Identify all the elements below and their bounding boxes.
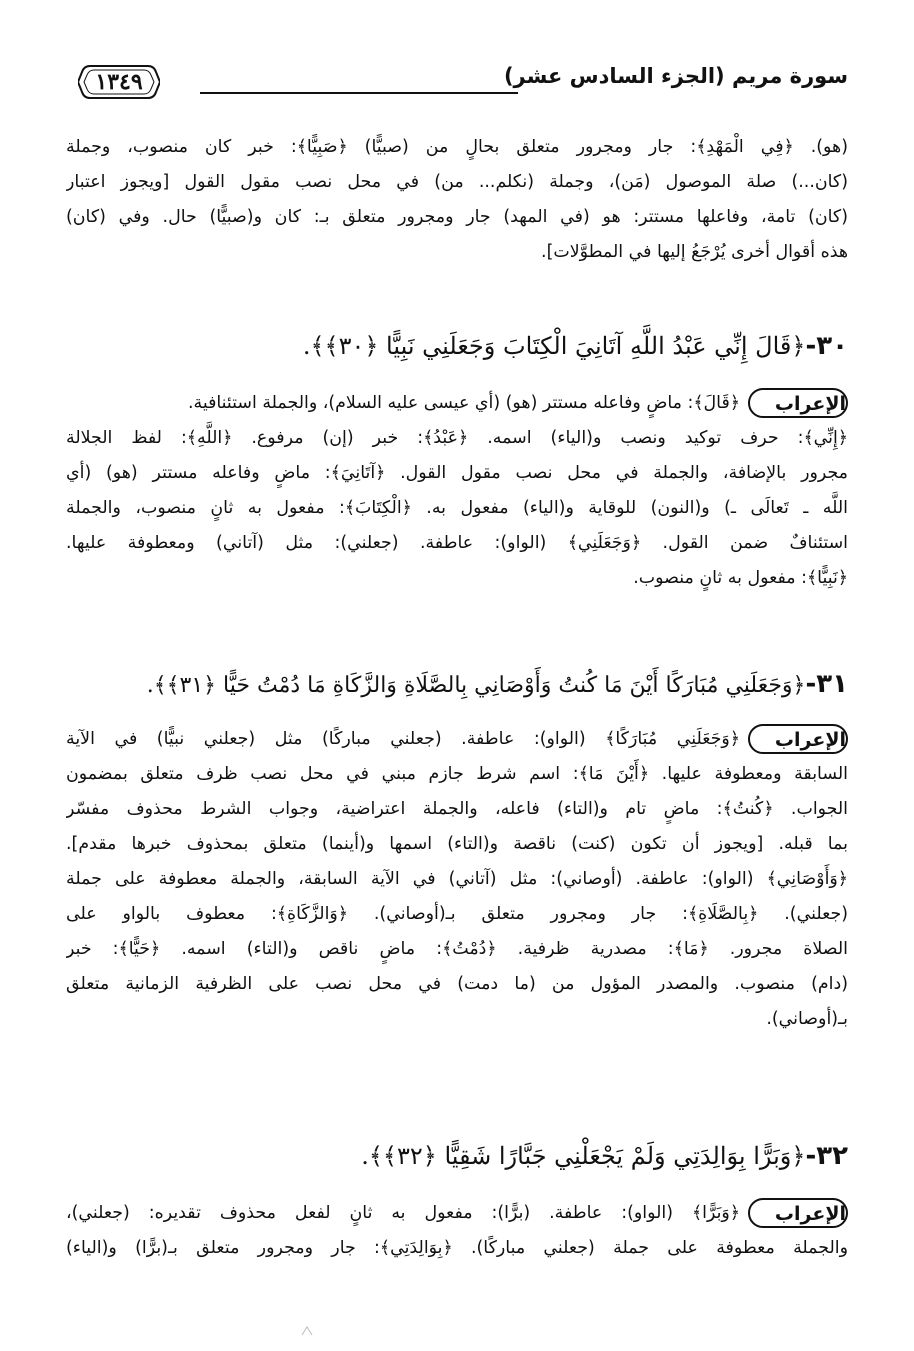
text-line: مجرور بالإضافة، والجملة في محل نصب مقول القول. ﴿آتَانِيَ﴾: ماضٍ وفاعله مستتر (هو) (أي: [66, 463, 848, 483]
text-line: ﴿إِنِّي﴾: حرف توكيد ونصب و(الياء) اسمه. ﴿عَبْدُ﴾: خبر (إن) مرفوع. ﴿اللَّهِ﴾: لفظ الجلالة: [66, 428, 848, 448]
header-rule: [200, 92, 518, 94]
irab-label: الإعراب: [748, 388, 848, 418]
scan-mark-icon: [300, 1325, 314, 1337]
text-line: الصلاة مجرور. ﴿مَا﴾: مصدرية ظرفية. ﴿دُمْتُ﴾: ماضٍ ناقص و(التاء) اسمه. ﴿حَيًّا﴾: خبر: [66, 939, 848, 959]
paragraph-intro: [66, 130, 848, 270]
verse-number: ٣٢-: [805, 1141, 848, 1171]
text-line: الإعراب﴿قَالَ﴾: ماضٍ وفاعله مستتر (هو) (أي عيسى عليه السلام)، والجملة استئنافية.: [66, 386, 848, 421]
text-line: (دام) منصوب. والمصدر المؤول من (ما دمت) في محل نصب على الظرفية الزمانية متعلق: [66, 974, 848, 994]
verse-number: ٣٠-: [805, 331, 848, 361]
text-line: (كان...) صلة الموصول (مَن)، وجملة (نكلم... من) في محل نصب مقول القول [ويجوز اعتبار: [66, 172, 848, 192]
page-number: ١٣٤٩: [78, 62, 160, 102]
irab-label: الإعراب: [748, 1198, 848, 1228]
text-line: ﴿نَبِيًّا﴾: مفعول به ثانٍ منصوب.: [633, 568, 848, 588]
text-line: هذه أقوال أخرى يُرْجَعُ إليها في المطوَّلات].: [541, 242, 848, 262]
text-line: الجواب. ﴿كُنتُ﴾: ماضٍ تام و(التاء) فاعله، والجملة اعتراضية، وجواب الشرط محذوف مفسّر: [66, 799, 848, 819]
verse-32: [66, 1136, 848, 1176]
text-line: (هو). ﴿فِي الْمَهْدِ﴾: جار ومجرور متعلق بحالٍ من (صبيًّا) ﴿صَبِيًّا﴾: خبر كان منصوب، وجملة: [66, 137, 848, 157]
verse-31: [66, 664, 848, 706]
verse-text: ﴿قَالَ إِنِّي عَبْدُ اللَّهِ آتَانِيَ الْكِتَابَ وَجَعَلَنِي نَبِيًّا ﴿٣٠﴾﴾.: [302, 332, 806, 360]
text-line: بـ(أوصاني).: [766, 1009, 848, 1029]
running-title: سورة مريم (الجزء السادس عشر): [503, 64, 848, 88]
text-line: السابقة ومعطوفة عليها. ﴿أَيْنَ مَا﴾: اسم شرط جازم مبني في محل نصب ظرف متعلق بمضمون: [66, 764, 848, 784]
text-line: ﴿وَأَوْصَانِي﴾ (الواو): عاطفة. (أوصاني): مثل (آتاني) في الآية السابقة، والجملة معطوفة على جملة: [66, 869, 848, 889]
text-line: (جعلني). ﴿بِالصَّلَاةِ﴾: جار ومجرور متعلق بـ(أوصاني). ﴿وَالزَّكَاةِ﴾: معطوف بالواو على: [66, 904, 848, 924]
text-line: والجملة معطوفة على جملة (جعلني مباركًا). ﴿بِوَالِدَتِي﴾: جار ومجرور متعلق بـ(برًّا) و(الياء): [66, 1238, 848, 1258]
paragraph-irab-30: [66, 386, 848, 596]
verse-30: [66, 326, 848, 366]
text-line: استئنافٌ ضمن القول. ﴿وَجَعَلَنِي﴾ (الواو): عاطفة. (جعلني): مثل (آتاني) ومعطوفة عليها.: [66, 533, 848, 553]
verse-text: ﴿وَبَرًّا بِوَالِدَتِي وَلَمْ يَجْعَلْنِي جَبَّارًا شَقِيًّا ﴿٣٢﴾﴾.: [361, 1142, 806, 1170]
verse-number: ٣١-: [805, 669, 848, 699]
verse-text: ﴿وَجَعَلَنِي مُبَارَكًا أَيْنَ مَا كُنتُ وَأَوْصَانِي بِالصَّلَاةِ وَالزَّكَاةِ مَا دُمْتُ حَيًّا ﴿٣١﴾﴾.: [146, 673, 806, 698]
text-line: الإعراب﴿وَجَعَلَنِي مُبَارَكًا﴾ (الواو): عاطفة. (جعلني مباركًا) مثل (جعلني نبيًّا) في الآية: [66, 722, 848, 757]
text-line: اللَّه ـ تَعالَى ـ) و(النون) للوقاية و(الياء) مفعول به. ﴿الْكِتَابَ﴾: مفعول به ثانٍ منصوب، والجملة: [66, 498, 848, 518]
paragraph-irab-32: [66, 1196, 848, 1266]
text-line: (كان) تامة، وفاعلها مستتر: هو (في المهد) جار ومجرور متعلق بـ: كان و(صبيًّا) حال. وفي (كان): [66, 207, 848, 227]
paragraph-irab-31: [66, 722, 848, 1037]
irab-label: الإعراب: [748, 724, 848, 754]
page-header: [78, 62, 848, 114]
text-line: بما قبله. [ويجوز أن تكون (كنت) ناقصة و(التاء) اسمها و(أينما) متعلق بمحذوف خبرها مقدم].: [66, 834, 848, 854]
text-line: الإعراب﴿وَبَرًّا﴾ (الواو): عاطفة. (برًّا): مفعول به ثانٍ لفعل محذوف تقديره: (جعلني)،: [66, 1196, 848, 1231]
